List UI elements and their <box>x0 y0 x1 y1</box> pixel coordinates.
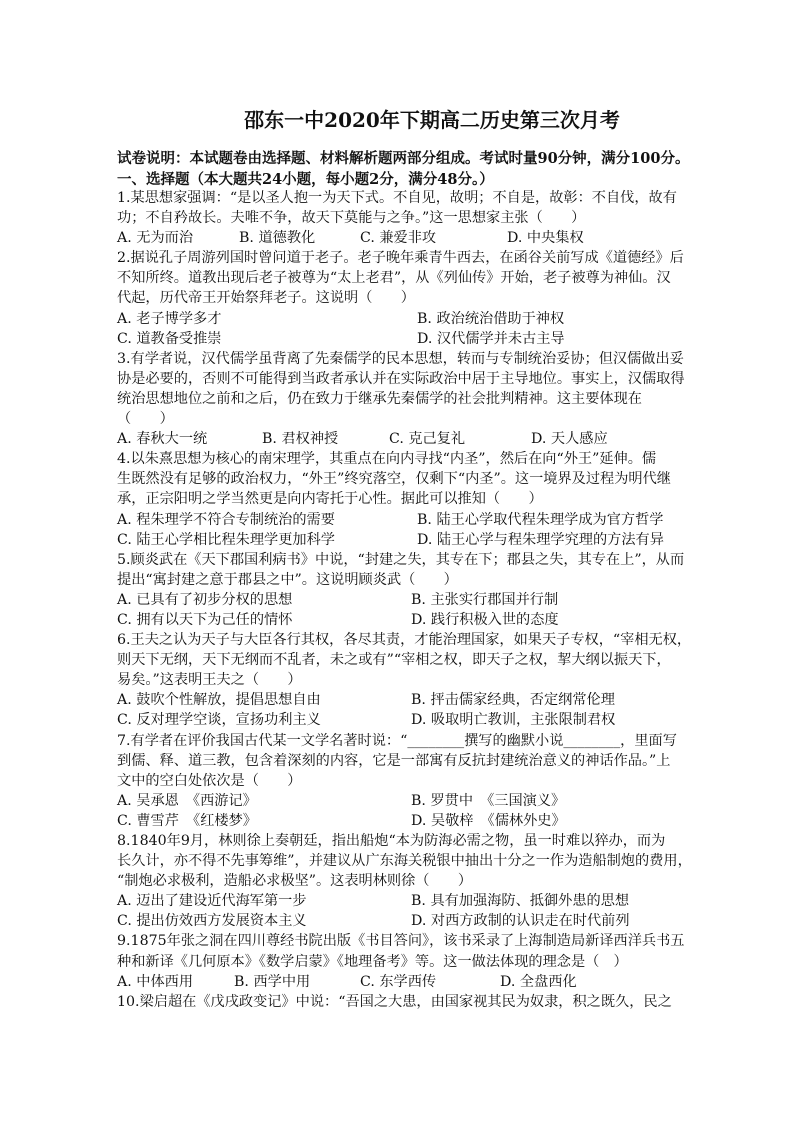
question-stem-line: 不知所终。道教出现后老子被尊为“太上老君”，从《列仙传》开始，老子被尊为神仙。汉 <box>117 270 671 287</box>
question-stem-line: “制炮必求极利，造船必求极坚”。这表明林则徐（ ） <box>117 873 473 890</box>
options-row <box>117 590 687 610</box>
question-stem-line: 功；不自矜故长。夫唯不争，故天下莫能与之争。”这一思想家主张（ ） <box>117 210 586 227</box>
options-row <box>117 891 687 911</box>
answer-option-b: B. 西学中用 <box>234 973 311 990</box>
question-list <box>117 188 692 1012</box>
options-row <box>117 811 687 831</box>
question-stem-line: 易矣。”这表明王夫之（ ） <box>117 672 302 689</box>
question-stem-line: 协是必要的，否则不可能得到当政者承认并在实际政治中居于主导地位。事实上，汉儒取得 <box>117 370 685 387</box>
answer-option-d: D. 陆王心学与程朱理学究理的方法有异 <box>417 531 664 548</box>
options-row <box>117 911 687 931</box>
question-stem-line: 4.以朱熹思想为核心的南宋理学，其重点在向内寻找“内圣”，然后在向“外王”延伸。儒 <box>117 451 657 468</box>
question-5 <box>117 550 687 630</box>
options-row <box>117 610 687 630</box>
answer-option-d: D. 全盘西化 <box>500 973 577 990</box>
answer-option-c: C. 拥有以天下为己任的情怀 <box>117 611 293 628</box>
answer-option-b: B. 陆王心学取代程朱理学成为官方哲学 <box>417 511 664 528</box>
answer-option-c: C. 提出仿效西方发展资本主义 <box>117 913 307 930</box>
exam-instructions: 试卷说明：本试题卷由选择题、材料解析题两部分组成。考试时量90分钟，满分100分。 <box>117 150 690 167</box>
answer-option-d: D. 天人感应 <box>531 431 608 448</box>
question-stem-line: 代起，历代帝王开始祭拜老子。这说明（ ） <box>117 290 415 307</box>
answer-option-c: C. 陆王心学相比程朱理学更加科学 <box>117 531 335 548</box>
question-1 <box>117 188 687 248</box>
question-2 <box>117 248 687 348</box>
question-9 <box>117 931 687 991</box>
answer-option-c: C. 曹雪芹 《红楼梦》 <box>117 812 257 829</box>
options-row <box>117 329 687 349</box>
question-stem-line: 承，正宗阳明之学当然更是向内寄托于心性。据此可以推知（ ） <box>117 491 543 508</box>
question-8 <box>117 831 692 931</box>
answer-option-d: D. 吴敬梓 《儒林外史》 <box>411 812 566 829</box>
answer-option-a: A. 无为而治 <box>117 230 194 247</box>
question-stem-line: 长久计，亦不得不先事筹维”，并建议从广东海关税银中抽出十分之一作为造船制炮的费用， <box>117 853 692 870</box>
options-row <box>117 972 687 992</box>
answer-option-d: D. 践行积极入世的态度 <box>411 611 559 628</box>
answer-option-a: A. 程朱理学不符合专制统治的需要 <box>117 511 335 528</box>
question-stem-line: 10.梁启超在《戊戌政变记》中说：“吾国之大患，由国家视其民为奴隶，积之既久，民之 <box>117 993 672 1010</box>
answer-option-d: D. 对西方政制的认识走在时代前列 <box>411 913 630 930</box>
answer-option-d: D. 中央集权 <box>507 230 584 247</box>
answer-option-b: B. 政治统治借助于神权 <box>417 310 565 327</box>
question-3 <box>117 349 687 449</box>
answer-option-a: A. 鼓吹个性解放，提倡思想自由 <box>117 692 321 709</box>
answer-option-c: C. 兼爱非攻 <box>360 230 437 247</box>
question-stem-line: 2.据说孔子周游列国时曾问道于老子。老子晚年乘青牛西去，在函谷关前写成《道德经》后 <box>117 250 684 267</box>
question-stem-line: 7.有学者在评价我国古代某一文学名著时说：“________撰写的幽默小说________，里面写 <box>117 732 677 749</box>
answer-option-d: D. 吸取明亡教训，主张限制君权 <box>411 712 616 729</box>
answer-option-a: A. 中体西用 <box>117 973 194 990</box>
options-row <box>117 690 687 710</box>
question-6 <box>117 630 692 730</box>
answer-option-c: C. 克己复礼 <box>389 431 466 448</box>
exam-title: 邵东一中2020年下期高二历史第三次月考 <box>244 108 620 132</box>
question-stem-line: （ ） <box>117 411 174 428</box>
options-row <box>117 309 687 329</box>
answer-option-b: B. 道德教化 <box>239 230 316 247</box>
question-stem-line: 1.某思想家强调：“是以圣人抱一为天下式。不自见，故明；不自是，故彰：不自伐，故有 <box>117 190 677 206</box>
question-stem-line: 8.1840年9月，林则徐上奏朝廷，指出船炮“本为防海必需之物，虽一时难以猝办，而为 <box>117 833 666 849</box>
question-stem-line: 统治思想地位之前和之后，仍在致力于继承先秦儒学的社会批判精神。这主要体现在 <box>117 390 642 407</box>
question-stem-line: 种和新译《几何原本》《数学启蒙》《地理备考》等。这一做法体现的理念是（ ） <box>117 953 628 970</box>
options-row <box>117 429 687 449</box>
answer-option-a: A. 春秋大一统 <box>117 431 208 448</box>
options-row <box>117 791 687 811</box>
question-stem-line: 生既然没有足够的政治权力，“外王”终究落空，仅剩下“内圣”。这一境界及过程为明代继 <box>117 471 671 488</box>
options-row <box>117 510 687 530</box>
question-stem-line: 6.王夫之认为天子与大臣各行其权，各尽其责，才能治理国家，如果天子专权，“宰相无权， <box>117 632 692 649</box>
question-stem-line: 则天下无纲，天下无纲而不乱者，未之或有”“宰相之权，即天子之权，挈大纲以振天下， <box>117 652 671 669</box>
options-row <box>117 530 687 550</box>
question-stem-line: 5.顾炎武在《天下郡国利病书》中说，“封建之失，其专在下；郡县之失，其专在上”，从而 <box>117 551 685 568</box>
question-stem-line: 到儒、释、道三教，包含着深刻的内容，它是一部寓有反抗封建统治意义的神话作品。”上 <box>117 752 671 769</box>
answer-option-b: B. 罗贯中 《三国演义》 <box>411 792 566 809</box>
question-7 <box>117 731 687 831</box>
answer-option-b: B. 君权神授 <box>262 431 339 448</box>
question-stem-line: 3.有学者说，汉代儒学虽背离了先秦儒学的民本思想，转而与专制统治妥协；但汉儒做出妥 <box>117 350 684 367</box>
question-stem-line: 9.1875年张之洞在四川尊经书院出版《书目答问》，该书采录了上海制造局新译西洋兵书五 <box>117 933 685 950</box>
answer-option-c: C. 东学西传 <box>360 973 437 990</box>
answer-option-c: C. 道教备受推崇 <box>117 330 222 347</box>
section-heading: 一、选择题（本大题共24小题，每小题2分，满分48分。） <box>117 171 494 188</box>
answer-option-a: A. 已具有了初步分权的思想 <box>117 591 293 608</box>
question-stem-line: 文中的空白处依次是（ ） <box>117 772 302 789</box>
options-row <box>117 228 687 248</box>
answer-option-b: B. 抨击儒家经典，否定纲常伦理 <box>411 692 615 709</box>
answer-option-d: D. 汉代儒学并未古主导 <box>417 330 565 347</box>
question-10 <box>117 992 687 1012</box>
answer-option-c: C. 反对理学空谈，宣扬功利主义 <box>117 712 321 729</box>
options-row <box>117 710 687 730</box>
answer-option-b: B. 具有加强海防、抵御外患的思想 <box>411 893 630 910</box>
answer-option-a: A. 老子博学多才 <box>117 310 222 327</box>
question-stem-line: 提出“寓封建之意于郡县之中”。这说明顾炎武（ ） <box>117 571 458 588</box>
answer-option-a: A. 吴承恩 《西游记》 <box>117 792 257 809</box>
answer-option-a: A. 迈出了建设近代海军第一步 <box>117 893 307 910</box>
answer-option-b: B. 主张实行郡国并行制 <box>411 591 559 608</box>
question-4 <box>117 449 687 549</box>
